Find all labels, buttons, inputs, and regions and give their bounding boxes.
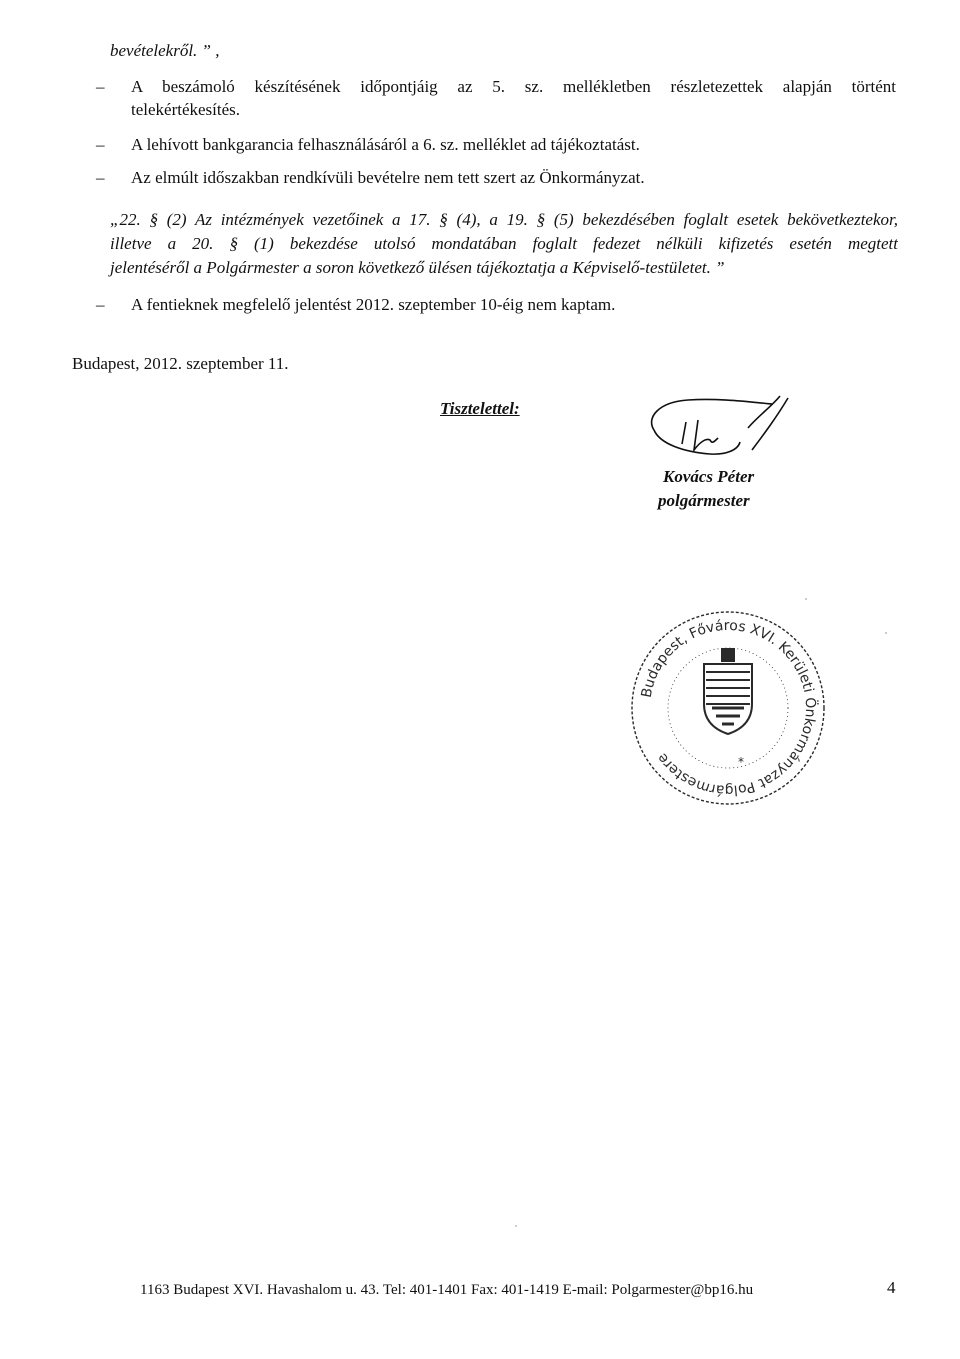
header-fragment: bevételekről. ” , [110, 41, 220, 60]
quote-line-3: jelentéséről a Polgármester a soron következő ülésen tájékoztatja a Képviselő-testületet. ” [110, 258, 725, 277]
signer-title: polgármester [658, 491, 750, 510]
scan-speck [515, 1225, 517, 1227]
scan-speck [885, 632, 887, 634]
bullet-1-line-1: A beszámoló készítésének időpontjáig az 5. sz. mellékletben részletezettek alapján történt [131, 77, 896, 96]
footer-address: 1163 Budapest XVI. Havashalom u. 43. Tel: 401-1401 Fax: 401-1419 E-mail: Polgarmester@bp16.hu [140, 1282, 754, 1298]
bullet-3: Az elmúlt időszakban rendkívüli bevételre nem tett szert az Önkormányzat. [131, 168, 645, 187]
bullet-dash: – [96, 77, 105, 96]
bullet-1-line-2: telekértékesítés. [131, 100, 241, 119]
place-date: Budapest, 2012. szeptember 11. [72, 354, 289, 373]
bullet-final: A fentieknek megfelelő jelentést 2012. szeptember 10-éig nem kaptam. [131, 295, 616, 314]
quote-line-2: illetve a 20. § (1) bekezdése utolsó mondatában foglalt fedezet nélküli kifizetés esetén megtett [110, 234, 898, 253]
bullet-dash: – [96, 135, 105, 154]
scan-speck [805, 598, 807, 600]
closing-salutation: Tisztelettel: [440, 399, 520, 418]
handwritten-signature [640, 392, 800, 472]
page-number: 4 [887, 1278, 896, 1297]
bullet-2: A lehívott bankgarancia felhasználásáról a 6. sz. melléklet ad tájékoztatást. [131, 135, 640, 154]
coat-of-arms-icon [704, 648, 752, 734]
bullet-dash: – [96, 168, 105, 187]
stamp-star: * [738, 755, 744, 769]
signer-name: Kovács Péter [663, 467, 755, 486]
official-stamp [628, 608, 828, 808]
bullet-dash: – [96, 295, 105, 314]
stamp-ring-text: Budapest, Főváros XVI. Kerületi Önkormányzat Polgármestere [638, 617, 819, 799]
quote-line-1: „22. § (2) Az intézmények vezetőinek a 17. § (4), a 19. § (5) bekezdésében foglalt esetek bekövetkeztekor, [110, 210, 898, 229]
